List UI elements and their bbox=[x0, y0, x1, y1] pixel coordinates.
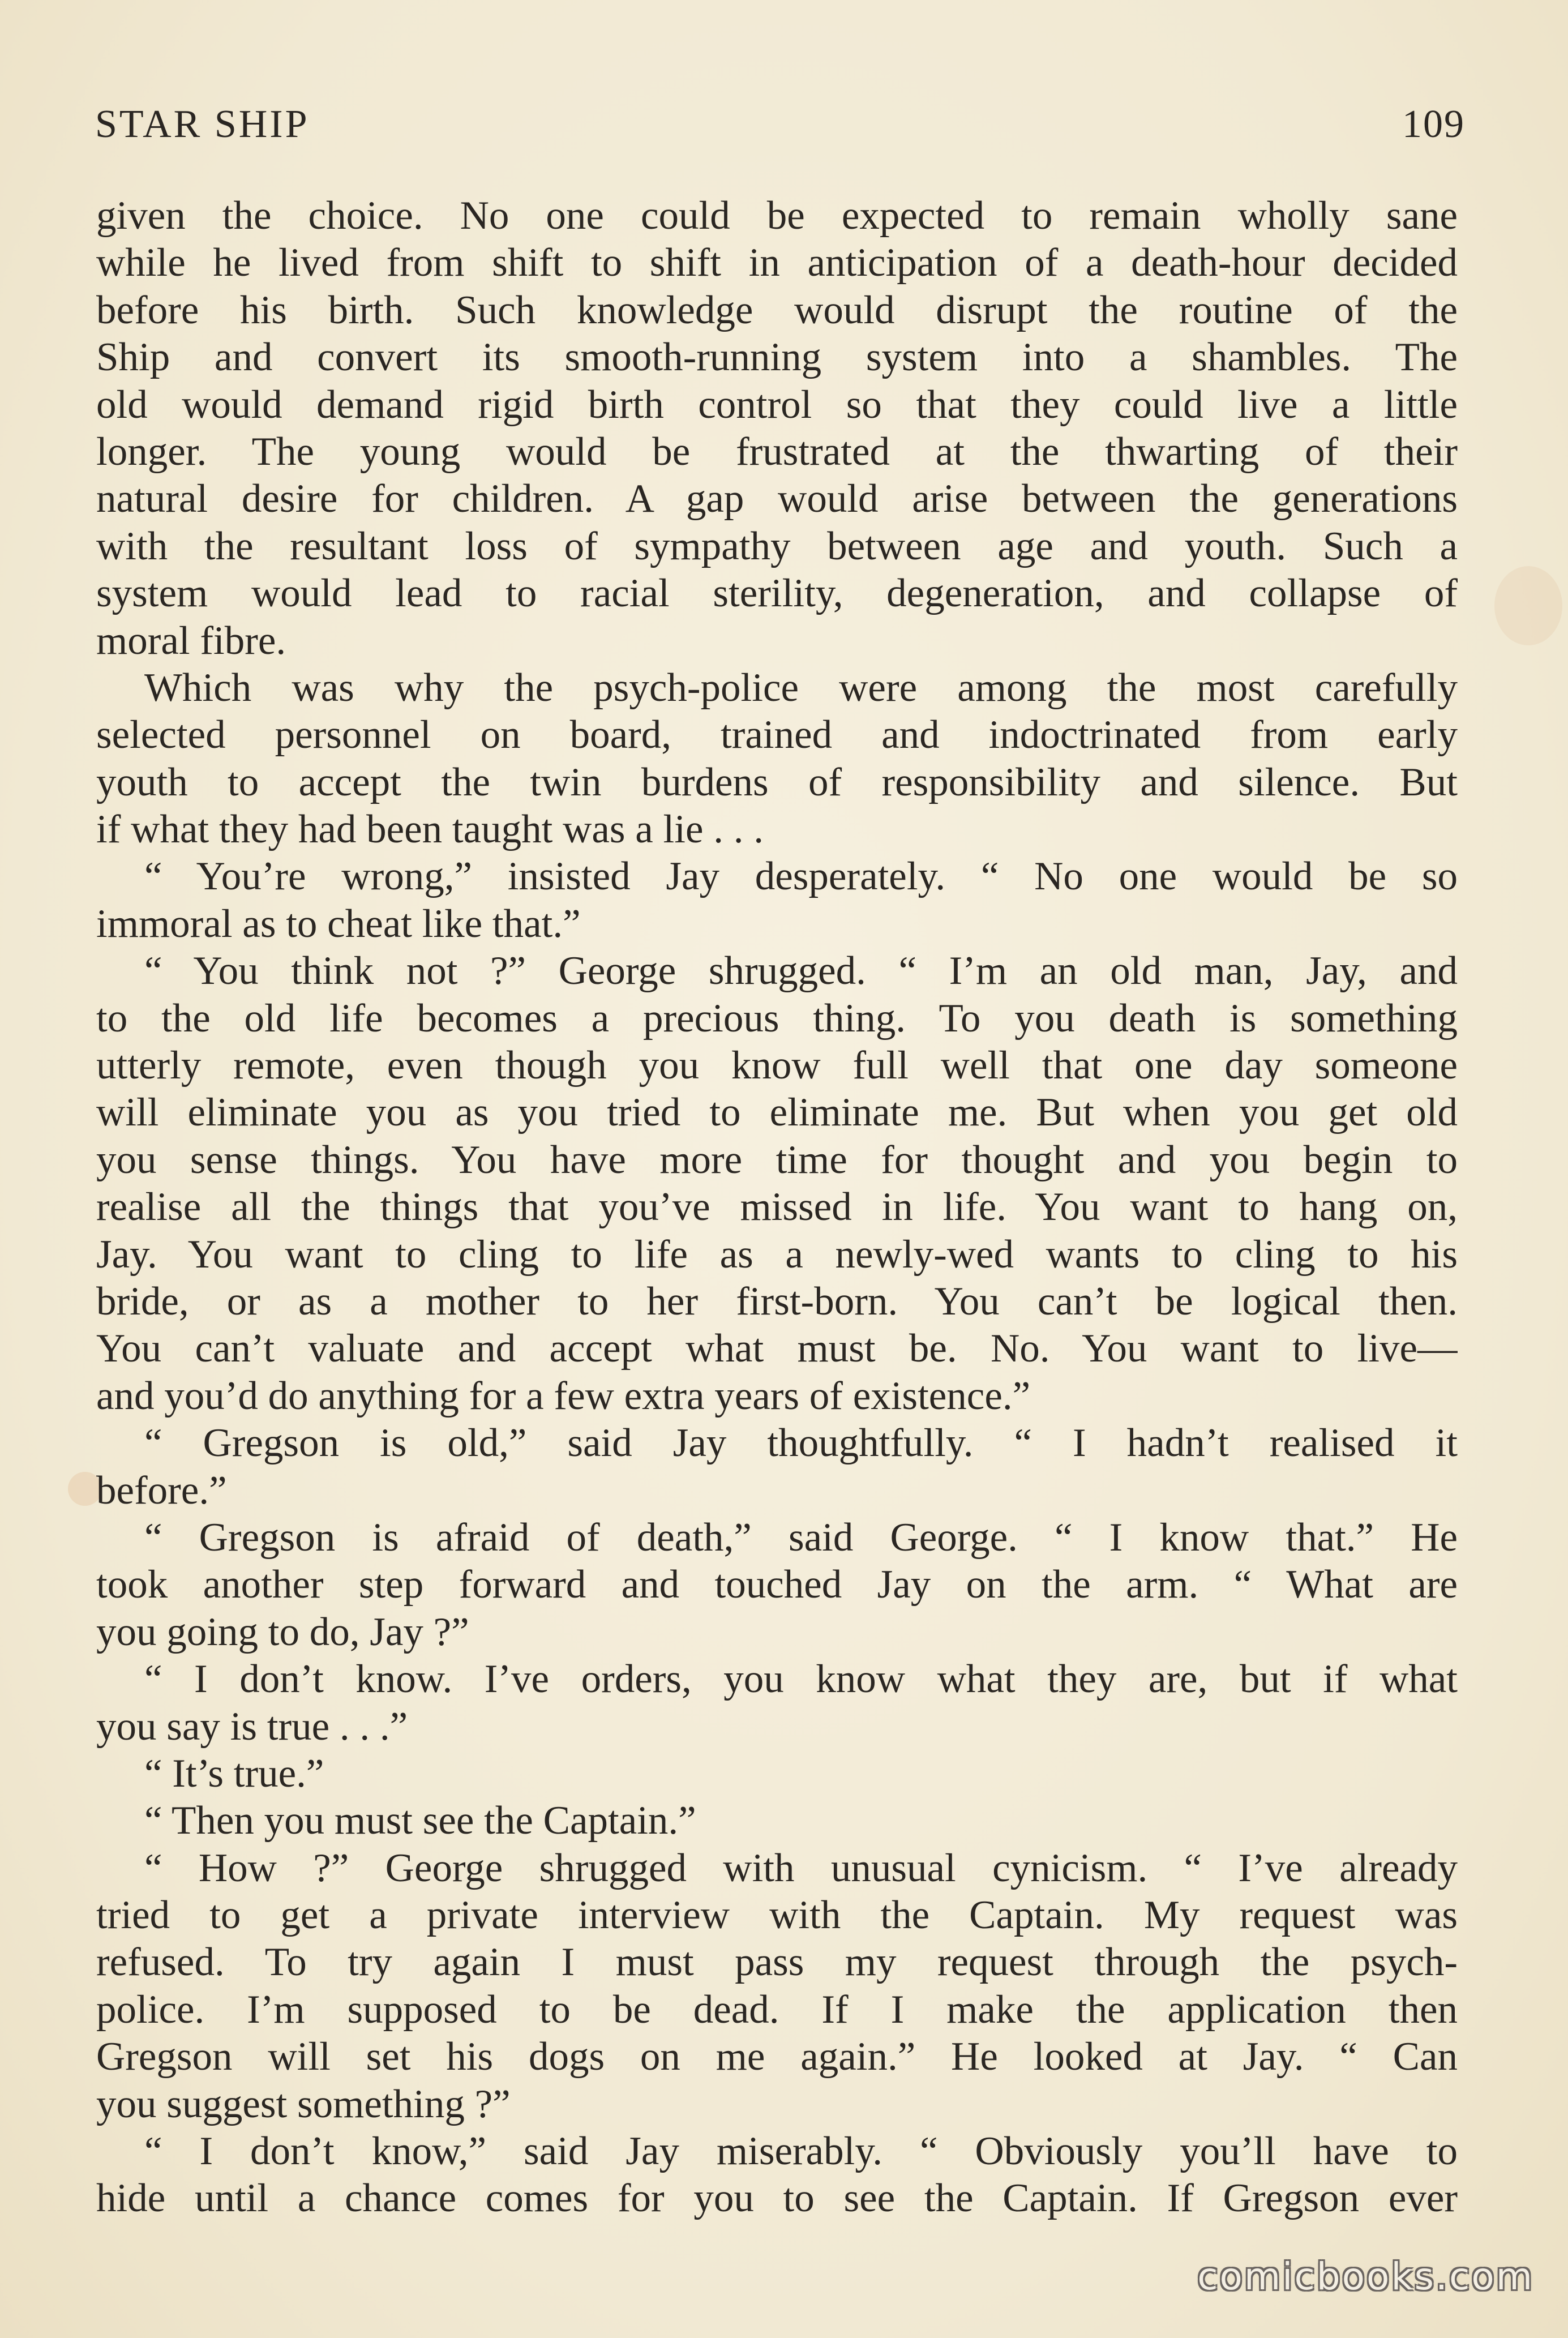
text-line: “ I don’t know. I’ve orders, you know what they are, but if what bbox=[144, 1657, 1458, 1702]
running-head bbox=[95, 102, 1465, 153]
body-text bbox=[96, 192, 1458, 2223]
text-line: moral fibre. bbox=[96, 618, 286, 663]
text-line: “ I don’t know,” said Jay miserably. “ Obviously you’ll have to bbox=[144, 2129, 1458, 2174]
text-line: youth to accept the twin burdens of responsibility and silence. But bbox=[96, 760, 1458, 804]
text-line: you suggest something ?” bbox=[96, 2082, 511, 2126]
text-line: Ship and convert its smooth-running system into a shambles. The bbox=[96, 335, 1458, 380]
text-line: realise all the things that you’ve missed in life. You want to hang on, bbox=[96, 1185, 1458, 1230]
text-line: bride, or as a mother to her first-born. You can’t be logical then. bbox=[96, 1279, 1458, 1324]
text-line: immoral as to cheat like that.” bbox=[96, 901, 581, 946]
text-line: longer. The young would be frustrated at the thwarting of their bbox=[96, 429, 1458, 474]
text-line: Jay. You want to cling to life as a newly-wed wants to cling to his bbox=[96, 1232, 1458, 1277]
text-line: “ You’re wrong,” insisted Jay desperately. “ No one would be so bbox=[144, 854, 1458, 899]
text-line: refused. To try again I must pass my request through the psych- bbox=[96, 1940, 1458, 1985]
text-line: if what they had been taught was a lie . . . bbox=[96, 807, 764, 852]
text-line: You can’t valuate and accept what must be. No. You want to live— bbox=[96, 1326, 1458, 1371]
page-number: 109 bbox=[1402, 102, 1465, 146]
book-title: STAR SHIP bbox=[95, 102, 310, 146]
text-line: took another step forward and touched Jay on the arm. “ What are bbox=[96, 1562, 1458, 1607]
text-line: you going to do, Jay ?” bbox=[96, 1609, 469, 1654]
text-line: before his birth. Such knowledge would disrupt the routine of the bbox=[96, 288, 1458, 332]
text-line: to the old life becomes a precious thing. To you death is something bbox=[96, 996, 1458, 1040]
text-line: selected personnel on board, trained and indoctrinated from early bbox=[96, 713, 1458, 757]
text-line: Which was why the psych-police were among the most carefully bbox=[144, 665, 1458, 710]
text-line: you sense things. You have more time for thought and you begin to bbox=[96, 1137, 1458, 1182]
text-line: utterly remote, even though you know full well that one day someone bbox=[96, 1043, 1458, 1088]
text-line: old would demand rigid birth control so that they could live a little bbox=[96, 382, 1458, 427]
paper-stain bbox=[1494, 566, 1562, 645]
text-line: system would lead to racial sterility, degeneration, and collapse of bbox=[96, 571, 1458, 616]
text-line: natural desire for children. A gap would arise between the generations bbox=[96, 477, 1458, 521]
text-line: while he lived from shift to shift in anticipation of a death-hour decided bbox=[96, 241, 1458, 285]
text-line: “ How ?” George shrugged with unusual cynicism. “ I’ve already bbox=[144, 1845, 1458, 1890]
text-line: with the resultant loss of sympathy between age and youth. Such a bbox=[96, 524, 1458, 568]
text-line: tried to get a private interview with the Captain. My request was bbox=[96, 1893, 1458, 1938]
text-line: you say is true . . .” bbox=[96, 1704, 408, 1749]
text-line: will eliminate you as you tried to eliminate me. But when you get old bbox=[96, 1090, 1458, 1135]
text-line: Gregson will set his dogs on me again.” He looked at Jay. “ Can bbox=[96, 2035, 1458, 2079]
text-line: given the choice. No one could be expected to remain wholly sane bbox=[96, 194, 1458, 238]
text-line: “ You think not ?” George shrugged. “ I’m an old man, Jay, and bbox=[144, 949, 1458, 994]
text-line: police. I’m supposed to be dead. If I make the application then bbox=[96, 1987, 1458, 2032]
text-line: “ Then you must see the Captain.” bbox=[144, 1799, 696, 1843]
text-line: before.” bbox=[96, 1468, 227, 1513]
text-line: and you’d do anything for a few extra years of existence.” bbox=[96, 1373, 1031, 1418]
text-line: hide until a chance comes for you to see the Captain. If Gregson ever bbox=[96, 2176, 1458, 2221]
text-line: “ It’s true.” bbox=[144, 1751, 324, 1796]
text-line: “ Gregson is afraid of death,” said George. “ I know that.” He bbox=[144, 1515, 1458, 1560]
site-watermark: comicbooks.com bbox=[1197, 2255, 1534, 2298]
text-line: “ Gregson is old,” said Jay thoughtfully. “ I hadn’t realised it bbox=[144, 1421, 1458, 1466]
